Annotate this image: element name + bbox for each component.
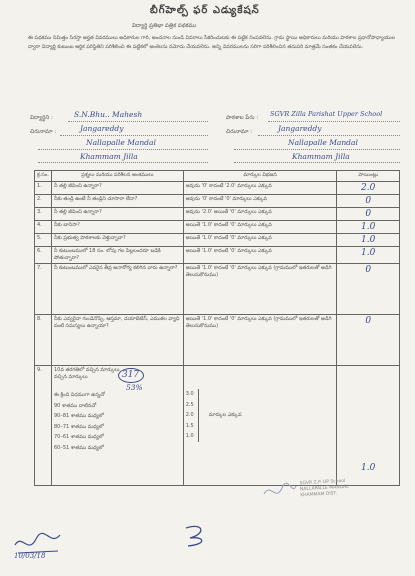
school-district-value: Khammam Jilla [292, 152, 350, 161]
row-criteria: అవును '0' కాదంటే '0' మార్కులు ఎక్కువ [183, 195, 337, 208]
table-header-row [35, 171, 400, 182]
school-district-line [234, 162, 400, 163]
signature-right [260, 478, 300, 504]
table-row-marks [35, 366, 400, 486]
table-row [35, 315, 400, 366]
row-criteria: అయితే '1.0' కాదంటే '0' మార్కులు ఎక్కువ (గ్రామములో ఇతరులతో అడిగి తెలుసుకొనుము) [183, 264, 337, 315]
col-header-question: ప్రశ్నలు మరియు పరిశీలన అంశములు [51, 171, 183, 182]
table-row [35, 264, 400, 315]
band-point: 2.5 [185, 401, 194, 408]
signature-date: 10/03/18 [14, 552, 46, 560]
band-point: 2.0 [185, 412, 194, 418]
district-value: Khammam Jilla [80, 152, 138, 161]
form-title: బీగ్‌హెల్ప్ ఫర్ ఎడ్యుకేషన్ [150, 5, 260, 16]
row-score: 0 [337, 315, 400, 366]
village-line [60, 135, 208, 136]
row-criteria: అవును '0' కాదంటే '2.0' మార్కులు ఎక్కువ [183, 182, 337, 195]
col-header-points: పాయింట్లు [337, 171, 400, 182]
row-criteria: అయితే '1.0' కాదంటే '0' మార్కులు ఎక్కువ [183, 221, 337, 234]
row-no: 6. [35, 247, 52, 264]
row-no: 9. [35, 366, 52, 486]
band-point: 1.5 [185, 422, 194, 429]
row-score: 1.0 [337, 234, 400, 247]
village-label: చిరునామా : [30, 129, 57, 135]
band-scale-wrap [186, 389, 335, 442]
col-header-criteria: మార్కుల విభజన [183, 171, 337, 182]
mandal-line [38, 149, 208, 150]
table-row [35, 221, 400, 234]
marks-label: వచ్చిన మార్కులు [53, 374, 88, 380]
village-value: Jangareddy [80, 124, 124, 133]
row-criteria: మార్కుల ఎక్కువ [208, 411, 242, 418]
school-stamp [300, 479, 350, 500]
row-no: 3. [35, 208, 52, 221]
stamp-line: NALLAPALLE MANDAL [299, 484, 349, 493]
school-address-label: చిరునామా : [226, 129, 253, 135]
row-criteria: అయితే '1.0' కాదంటే '0' మార్కులు ఎక్కువ (గ్రామములో ఇతరులతో అడిగి తెలుసుకొనుము) [183, 315, 337, 366]
grade-band: 90 శాతము దాటినచో [53, 402, 97, 409]
band-point: 3.0 [185, 391, 194, 397]
table-row [35, 234, 400, 247]
grade-band: 90–81 శాతము మధ్యలో [53, 413, 104, 419]
stamp-line: SGVR Z.P. UP School [299, 478, 346, 487]
school-address-line [258, 135, 400, 136]
row-question: నీ తల్లి జీవించి ఉన్నారా? [51, 182, 183, 195]
row-question: నీ కుటుంబములో ఎవరైన తీవ్ర అనారోగ్య కలిగిన వారు ఉన్నారా? [51, 264, 183, 315]
table-row [35, 208, 400, 221]
row-question: నీకు తండ్రి ఉంటే నీ తండ్రిని చూసారా లేదా? [51, 195, 183, 208]
row-no: 2. [35, 195, 52, 208]
assessment-table [34, 170, 400, 486]
row-question: నీ కుటుంబములో 18 సం. లోపు గల పిల్లలందరూ బడికి పోతున్నారా? [51, 247, 183, 264]
row-score: 1.0 [337, 221, 400, 234]
row-no: 1. [35, 182, 52, 195]
row-no: 8. [35, 315, 52, 366]
row-no: 7. [35, 264, 52, 315]
intro-paragraph: ఈ పథకము నిమిత్తం సిరస్తా అర్హత వివరములు అధికారుల గారి, అంచనాల నుండి వివరాలు సేకరించుటకు ఈ పట్టిక నింపవలెను. గ్రామ స్థాయి అధికారులు మరియు పాఠశాల ప్రధానోపాధ్యాయుల ద్వారా విద్యార్థి కుటుంబ ఆర్థిక పరిస్థితిని పరిశీలించి ఈ పట్టికలో అంకెలను నమోదు చేయవలెను. అన్ని వివరములను సరిగా పరిశీలించిన తదుపరి మాత్రమే సంతకం చేయవలెను. [28, 35, 396, 50]
table-row [35, 195, 400, 208]
grade-band: 80–71 శాతము మధ్యలో [53, 423, 104, 430]
grade-band: 70–61 శాతము మధ్యలో [53, 434, 104, 440]
school-label: పాఠశాల పేరు : [226, 115, 259, 121]
band-point: 1.0 [185, 433, 194, 439]
student-name: S.N.Bhu.. Mahesh [74, 110, 143, 119]
form-subtitle: విద్యార్థి ప్రతిభా పత్రిక పథకము [132, 23, 197, 29]
school-name: SGVR Zilla Parishat Upper School [270, 110, 383, 118]
row-question: నీకు ఎవ్వరైనా గుండెనొప్పి, ఆస్తమా, డయాబెటిస్, ఎముకల వ్యాధి వంటి సమస్యలు ఉన్నాయా? [51, 315, 183, 366]
table-row [35, 182, 400, 195]
school-address-value: Jangareddy [278, 124, 322, 133]
percent-obtained: 53% [125, 383, 143, 392]
grade-bands [54, 390, 181, 453]
signature-left [10, 525, 70, 573]
mandal-value: Nallapalle Mandal [86, 138, 156, 147]
row-no: 4. [35, 221, 52, 234]
table-row [35, 247, 400, 264]
row-question: నీ తల్లి జీవించి ఉన్నారా? [51, 208, 183, 221]
row-criteria: అయితే '1.0' కాదంటే '0' మార్కులు ఎక్కువ [183, 247, 337, 264]
row-no: 5. [35, 234, 52, 247]
stamp-line: KHAMMAM DIST. [300, 491, 338, 499]
school-mandal-value: Nallapalle Mandal [288, 138, 358, 147]
row-score: 0 [337, 208, 400, 221]
grade-band: 60–51 శాతము మధ్యలో [53, 444, 104, 451]
row-question-marks [51, 366, 183, 486]
row-criteria: అవును '2.0' అయితే '0' మార్కులు ఎక్కువ [183, 208, 337, 221]
signature-center [180, 520, 216, 550]
row-question: నీకు బానిసా? [51, 221, 183, 234]
marks-circle [118, 368, 144, 383]
band-scale [186, 389, 199, 442]
row-score: 0 [337, 264, 400, 315]
row-score: 2.0 [337, 182, 400, 195]
student-label: విద్యార్థిని : [30, 115, 53, 121]
school-line [268, 121, 400, 122]
row-score: 0 [337, 195, 400, 208]
school-mandal-line [234, 149, 400, 150]
row-question: 10వ తరగతిలో వచ్చిన మార్కులు [53, 367, 120, 373]
grade-band: ఈ క్రింది విధముగా ఉన్నచో [53, 392, 105, 398]
row-question: నీకు ప్రభుత్వ పాఠశాలకు వెళ్తున్నావా? [51, 234, 183, 247]
row-criteria: అయితే '1.0' కాదంటే '0' మార్కులు ఎక్కువ [183, 234, 337, 247]
student-line [68, 121, 208, 122]
col-header-no: క్ర.సం. [35, 171, 52, 182]
marks-obtained: 317 [121, 370, 140, 380]
row-score: 1.0 [337, 247, 400, 264]
district-line [38, 162, 208, 163]
row-score: 1.0 [337, 366, 400, 486]
